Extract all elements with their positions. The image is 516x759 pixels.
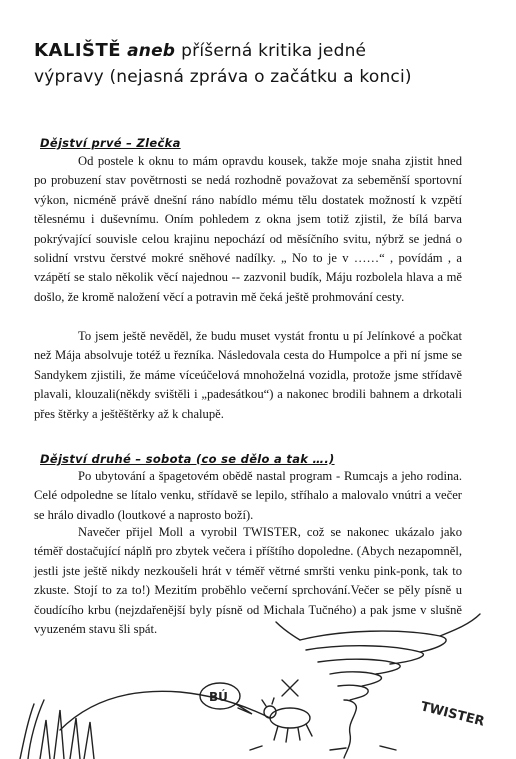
section-heading-1: Dějství prvé – Zlečka xyxy=(40,136,181,150)
paragraph-3: Po ubytování a špagetovém obědě nastal program - Rumcajs a jeho rodina. Celé odpoledne se lítalo venku, střídavě se lepilo, stříhalo a malovalo vnútri a večer se hrálo divadlo (loutkové a naprosto boží). xyxy=(34,469,462,522)
paragraph-4: Navečer přijel Moll a vyrobil TWISTER, což se nakonec ukázalo jako téměř dostačující náplň pro zbytek večera i příštího dopoledne. (Abych nezapomněl, jestli jste ještě nikdy nezkoušeli hrát v téměř větrné smršti venku pink-ponk, tak to zkuste. Stojí to za to!) Mezitím proběhlo večerní sprchování.Večer se pěly písně u čoudícího krbu (nejzdařenější byly písně od Michala Tučného) a pak jsme v slušně vyuzeném stavu šli spát. xyxy=(34,525,462,637)
creature-horns xyxy=(262,698,274,706)
speech-bubble-text: BÚ xyxy=(209,690,228,704)
debris-lines xyxy=(250,746,396,750)
twister-drawing xyxy=(0,600,516,759)
title-line-2: výpravy (nejasná zpráva o začátku a konci) xyxy=(34,67,412,87)
grass-left xyxy=(40,710,94,759)
tornado-swirl-5 xyxy=(338,685,368,700)
tornado-top-left xyxy=(276,622,300,640)
windmill-cross xyxy=(282,680,298,696)
twister-label: TWISTER xyxy=(419,699,486,730)
title-main-word: KALIŠTĚ xyxy=(34,40,122,61)
title-rest: příšerná kritika jedné xyxy=(181,41,367,61)
page-title xyxy=(34,38,484,90)
paragraph-1: Od postele k oknu to mám opravdu kousek, takže moje snaha zjistit hned po probuzení stav povětrnosti se nedá rozhodně považovat za sebeměnší sportovní výkon, nicméně právě dnešní ráno nabídlo mému tělu dostatek možností k vzpětí tělesnému i duševnímu. Oním pohledem z okna jsem totiž zjistil, že bílá barva pokrývající souvisle celou krajinu nepochází od měsíčního svitu, nýbrž se jedná o solidní vrstvu čerstvé mokré sněhové nadílky. „ No to je v ……“ , povídám , a vzápětí se stalo několik věcí najednou -- zazvonil budík, Máju rozbolela hlava a mě došlo, že kromě naložení věcí a potravin mě čeká ještě prohmování cesty. xyxy=(34,154,462,304)
ground-line xyxy=(60,691,270,730)
tornado-swirl-1 xyxy=(300,631,446,652)
tornado-swirl-4 xyxy=(330,672,381,686)
title-aneb: aneb xyxy=(127,41,176,61)
tornado-top-right xyxy=(440,614,480,636)
section-heading-2: Dějství druhé – sobota (co se dělo a tak ….) xyxy=(40,452,335,466)
paragraph-2: To jsem ještě nevěděl, že budu muset vystát frontu u pí Jelínkové a počkat než Mája absolvuje totéž u řezníka. Následovala cesta do Humpolce a při ní jsme se Sandykem zjistili, že máme víceúčelová mnohoželná vozidla, protože jsme střídavě plavali, klouzali(někdy svištěli i „padesátkou“) a nakonec brodili bahnem a drkotali přes štěrky a ještěštěrky až k chalupě. xyxy=(34,329,462,421)
tornado-tail xyxy=(344,700,356,758)
grass-blade-1 xyxy=(20,704,34,759)
